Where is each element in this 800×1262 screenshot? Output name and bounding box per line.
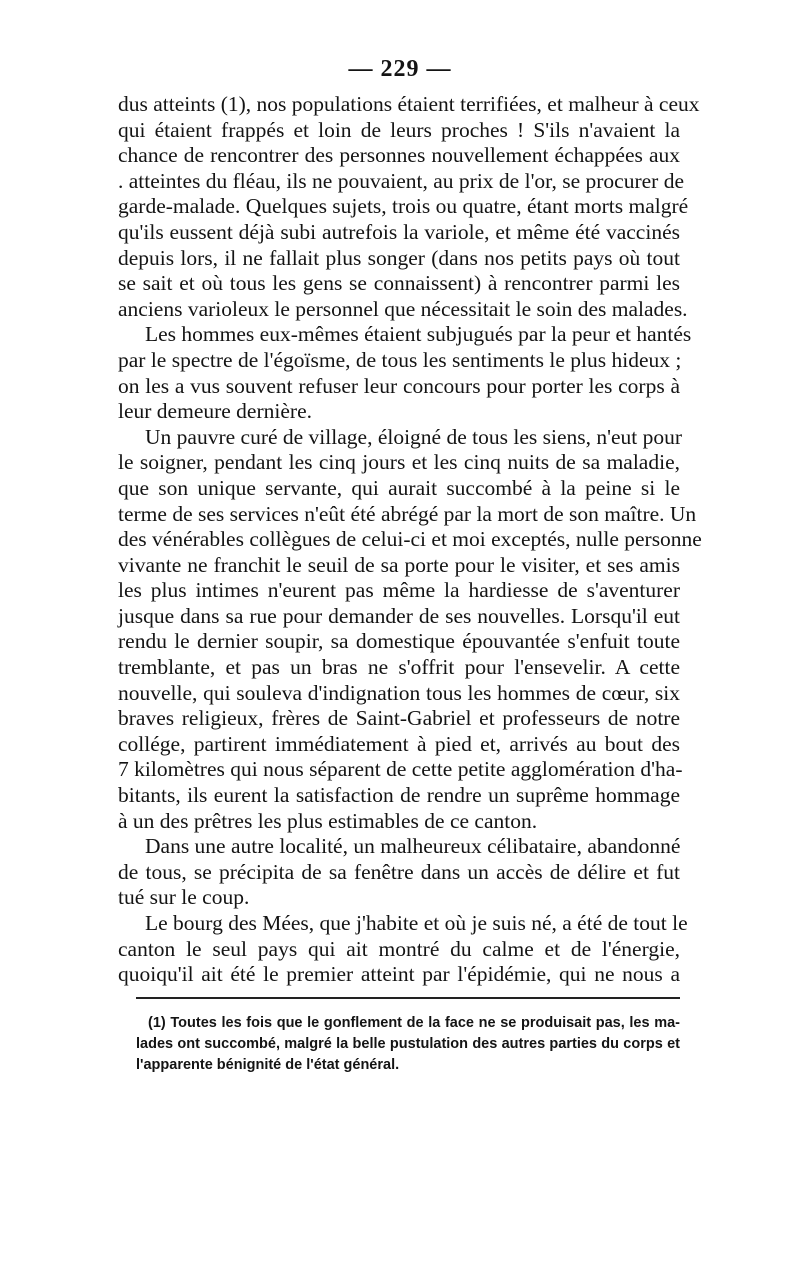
text-line: canton le seul pays qui ait montré du calme et de l'énergie,: [118, 936, 680, 961]
footnote-line: lades ont succombé, malgré la belle pustulation des autres parties du corps et: [136, 1036, 680, 1052]
text-line: collége, partirent immédiatement à pied et, arrivés au bout des: [118, 731, 680, 756]
text-line: par le spectre de l'égoïsme, de tous les sentiments le plus hideux ;: [118, 347, 682, 372]
text-line: chance de rencontrer des personnes nouvellement échappées aux: [118, 143, 680, 168]
text-line: que son unique servante, qui aurait succombé à la peine si le: [118, 475, 680, 500]
text-line: on les a vus souvent refuser leur concours pour porter les corps à: [118, 373, 680, 398]
footnote-divider: [136, 997, 680, 999]
text-line: quoiqu'il ait été le premier atteint par l'épidémie, qui ne nous a: [118, 962, 680, 987]
text-line: Le bourg des Mées, que j'habite et où je suis né, a été de tout le: [145, 911, 688, 935]
text-line: vivante ne franchit le seuil de sa porte pour le visiter, et ses amis: [118, 552, 680, 577]
footnote-line: l'apparente bénignité de l'état général.: [136, 1057, 400, 1073]
text-line: garde-malade. Quelques sujets, trois ou quatre, étant morts malgré: [118, 194, 689, 219]
text-line: leur demeure dernière.: [118, 399, 312, 424]
text-line: Les hommes eux-mêmes étaient subjugués par la peur et hantés: [145, 322, 692, 347]
text-line: qui étaient frappés et loin de leurs proches ! S'ils n'avaient la: [118, 117, 680, 142]
text-line: des vénérables collègues de celui-ci et moi exceptés, nulle personne: [118, 527, 702, 552]
text-line: nouvelle, qui souleva d'indignation tous les hommes de cœur, six: [118, 680, 680, 705]
text-line: 7 kilomètres qui nous séparent de cette petite agglomération d'ha-: [118, 757, 683, 782]
text-line: dus atteints (1), nos populations étaient terrifiées, et malheur à ceux: [118, 92, 700, 116]
text-line: bitants, ils eurent la satisfaction de rendre un suprême hommage: [118, 783, 680, 808]
footnote-line: (1) Toutes les fois que le gonflement de la face ne se produisait pas, les ma-: [148, 1015, 680, 1031]
text-line: de tous, se précipita de sa fenêtre dans un accès de délire et fut: [118, 859, 680, 884]
text-line: qu'ils eussent déjà subi autrefois la variole, et même été vaccinés: [118, 219, 680, 244]
text-line: à un des prêtres les plus estimables de ce canton.: [118, 808, 538, 833]
text-line: rendu le dernier soupir, sa domestique épouvantée s'enfuit toute: [118, 629, 680, 654]
text-line: le soigner, pendant les cinq jours et les cinq nuits de sa maladie,: [118, 450, 680, 475]
text-line: terme de ses services n'eût été abrégé par la mort de son maître. Un: [118, 501, 697, 526]
footnote: [136, 1013, 680, 1076]
text-line: braves religieux, frères de Saint-Gabriel et professeurs de notre: [118, 706, 680, 731]
body-text: [118, 92, 702, 988]
page-number: — 229 —: [348, 56, 452, 82]
text-line: . atteintes du fléau, ils ne pouvaient, au prix de l'or, se procurer de: [118, 168, 685, 193]
text-line: anciens varioleux le personnel que nécessitait le soin des malades.: [118, 296, 688, 321]
text-line: tué sur le coup.: [118, 885, 250, 910]
text-line: Dans une autre localité, un malheureux célibataire, abandonné: [145, 834, 681, 859]
text-line: Un pauvre curé de village, éloigné de tous les siens, n'eut pour: [145, 424, 683, 449]
text-line: tremblante, et pas un bras ne s'offrit pour l'ensevelir. A cette: [118, 655, 680, 680]
text-line: jusque dans sa rue pour demander de ses nouvelles. Lorsqu'il eut: [118, 603, 680, 628]
text-line: depuis lors, il ne fallait plus songer (dans nos petits pays où tout: [118, 245, 680, 270]
text-line: se sait et où tous les gens se connaissent) à rencontrer parmi les: [118, 271, 680, 296]
text-line: les plus intimes n'eurent pas même la hardiesse de s'aventurer: [118, 578, 680, 603]
